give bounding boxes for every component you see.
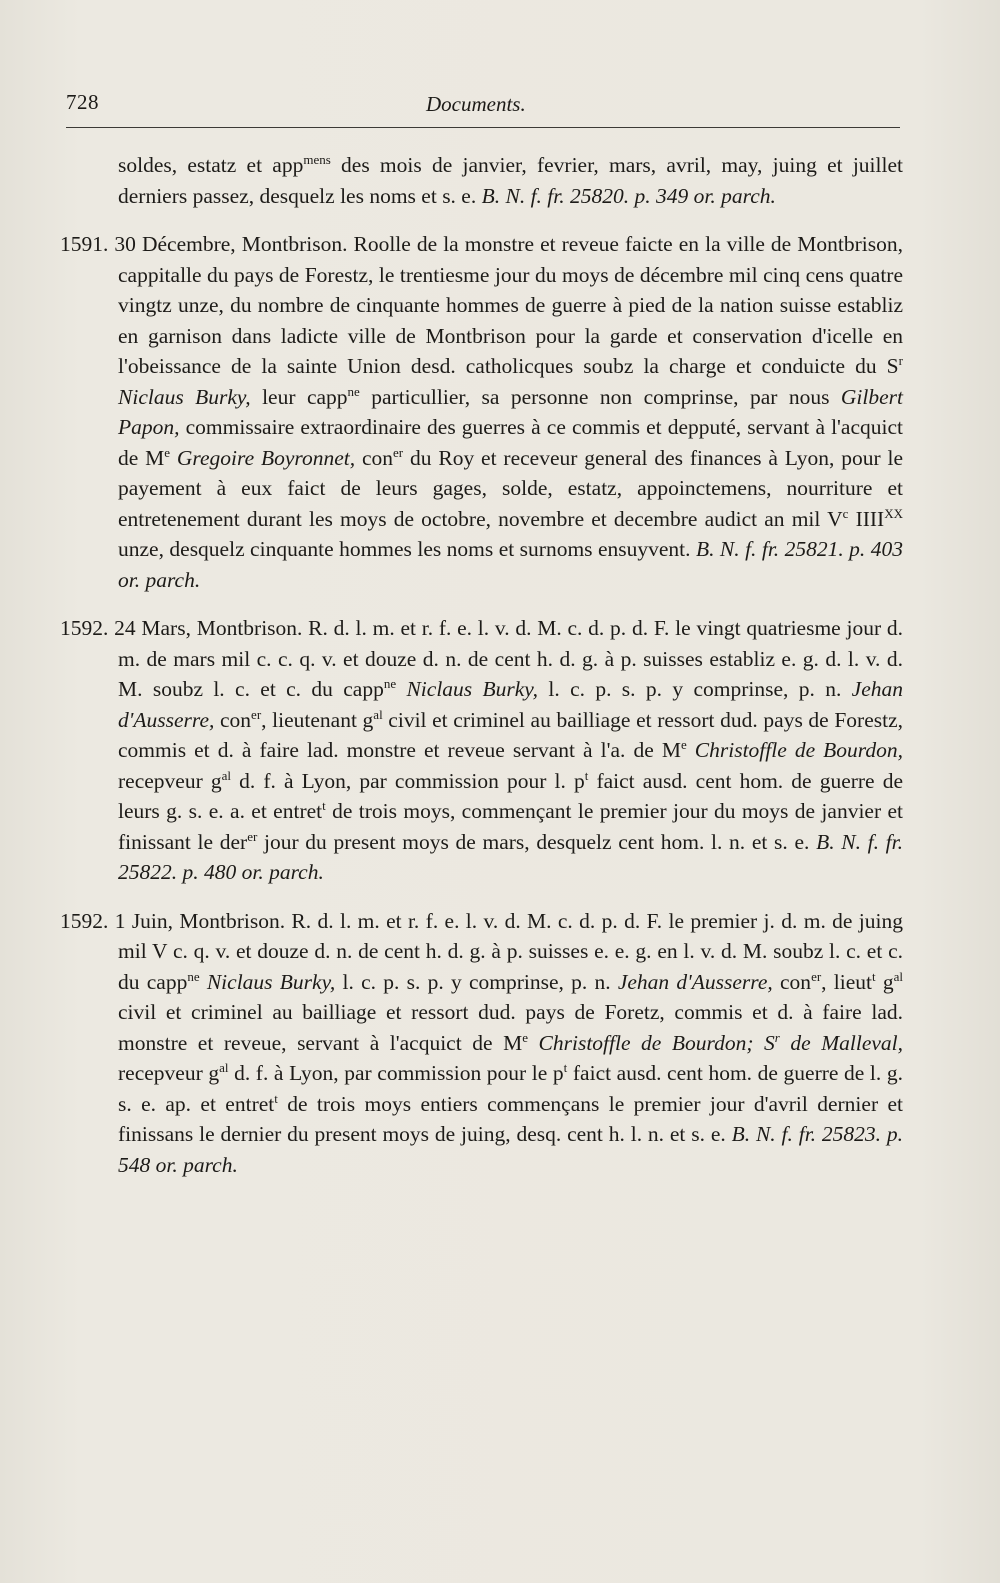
- superscript: XX: [884, 505, 903, 521]
- superscript: t: [322, 798, 326, 813]
- text-run: , lieutenant g: [261, 707, 374, 732]
- superscript: er: [811, 968, 822, 984]
- superscript: al: [219, 1060, 229, 1075]
- text-run: 1591. 30 Décembre, Montbrison. Roolle de la monstre et reveue faicte en la ville de Montbrison, cappitalle du pays de Forestz, le trentiesme jour du moys de décembre mil cinq cens quatre vingtz unze, du nombre de cinquante hommes de guerre à pied de la nation suisse establiz en garnison dans ladicte ville de Montbrison pour la garde et conservation d'icelle en l'obeissance de la sainte Union desd. catholicques soubz la charge et conduicte du S: [60, 232, 903, 378]
- text-run: [687, 738, 695, 762]
- superscript: al: [373, 706, 383, 722]
- text-run: g: [875, 969, 894, 994]
- italic-text: Jehan d'Ausserre,: [617, 969, 773, 994]
- text-run: [200, 970, 207, 994]
- text-run: d. f. à Lyon, par commission pour l. p: [231, 768, 585, 793]
- text-run: IIII: [848, 506, 885, 531]
- italic-text: B. N. f. fr. 25823. p. 548 or. parch.: [118, 1122, 903, 1177]
- text-run: de trois moys, commençant le premier jour du moys de janvier et finissant le der: [118, 799, 903, 854]
- italic-text: Gregoire Boyronnet,: [176, 445, 356, 470]
- italic-text: Gilbert Papon,: [118, 384, 903, 439]
- text-run: [396, 677, 406, 701]
- italic-text: Jehan d'Ausserre,: [118, 677, 904, 732]
- text-run: con: [214, 707, 252, 732]
- superscript: al: [221, 767, 231, 783]
- italic-text: B. N. f. fr. 25821. p. 403 or. parch.: [118, 537, 903, 592]
- superscript: er: [251, 706, 262, 722]
- italic-text: Christoffle de Bourdon,: [694, 738, 904, 762]
- document-body: [60, 150, 903, 1180]
- superscript: er: [393, 444, 404, 460]
- superscript: ne: [187, 968, 200, 984]
- superscript: t: [563, 1060, 568, 1075]
- superscript: r: [898, 353, 903, 368]
- italic-text: B. N. f. fr. 25822. p. 480 or. parch.: [118, 829, 904, 884]
- text-run: jour du present moys de mars, desquelz cent hom. l. n. et s. e.: [257, 829, 817, 854]
- superscript: mens: [303, 152, 331, 167]
- text-run: civil et criminel au bailliage et ressort dud. pays de Forestz, commis et d. à faire lad. monstre et reveue servant à l'a. de M: [118, 707, 904, 762]
- page-number: 728: [66, 90, 99, 114]
- superscript: al: [893, 968, 903, 984]
- text-run: des mois de janvier, fevrier, mars, avril, may, juing et juillet derniers passez, desquelz les noms et s. e.: [118, 153, 903, 208]
- superscript: ne: [347, 383, 360, 399]
- text-run: con: [772, 969, 812, 994]
- superscript: ne: [383, 676, 397, 691]
- superscript: e: [522, 1029, 528, 1045]
- text-run: faict ausd. cent hom. de guerre de l. g. s. e. ap. et entret: [118, 1061, 903, 1116]
- superscript: t: [584, 767, 589, 783]
- text-run: d. f. à Lyon, par commission pour le p: [228, 1061, 564, 1085]
- superscript: r: [774, 1029, 780, 1045]
- text-run: con: [355, 445, 394, 470]
- text-run: unze, desquelz cinquante hommes les noms et surnoms ensuyvent.: [118, 537, 696, 561]
- running-title: Documents.: [426, 92, 526, 116]
- superscript: e: [680, 737, 687, 752]
- superscript: t: [274, 1090, 278, 1106]
- page-header: [66, 86, 900, 126]
- italic-text: Christoffle de Bourdon; S: [538, 1030, 775, 1055]
- text-run: 1592. 24 Mars, Montbrison. R. d. l. m. et r. f. e. l. v. d. M. c. d. p. d. F. le vingt quatriesme jour d. m. de mars mil c. c. q. v. et douze d. n. de cent h. d. g. à p. suisses establiz e. g. d. l. v. d. M. soubz l. c. et c. du capp: [60, 616, 903, 701]
- italic-text: de Malleval,: [779, 1030, 904, 1055]
- italic-text: Niclaus Burky,: [118, 384, 251, 409]
- text-run: [528, 1031, 539, 1055]
- superscript: er: [247, 828, 258, 844]
- text-run: du Roy et receveur general des finances à Lyon, pour le payement à eux faict de leurs gages, solde, estatz, appoinctemens, nourriture et entretenement durant les moys de octobre, novembre et decembre audict an mil V: [118, 445, 903, 531]
- text-run: de trois moys entiers commençans le premier jour d'avril dernier et finissans le dernier du present moys de juing, desq. cent h. l. n. et s. e.: [118, 1091, 903, 1146]
- text-run: , lieut: [821, 969, 872, 994]
- superscript: e: [164, 444, 171, 460]
- text-run: l. c. p. s. p. y comprinse, p. n.: [335, 969, 618, 994]
- text-run: recepveur g: [118, 768, 222, 793]
- text-run: faict ausd. cent hom. de guerre de leurs g. s. e. a. et entret: [118, 768, 904, 823]
- text-run: particullier, sa personne non comprinse, par nous: [359, 384, 841, 409]
- text-run: soldes, estatz et app: [118, 153, 304, 177]
- text-run: leur capp: [250, 384, 348, 409]
- text-run: recepveur g: [118, 1061, 220, 1085]
- text-run: commissaire extraordinaire des guerres à ce commis et depputé, servant à l'acquict de M: [118, 415, 903, 470]
- italic-text: Niclaus Burky,: [406, 677, 539, 701]
- text-run: civil et criminel au bailliage et ressort dud. pays de Foretz, commis et d. à faire lad. monstre et reveue, servant à l'acquict de M: [118, 1000, 903, 1055]
- header-rule: [66, 127, 900, 128]
- text-run: l. c. p. s. p. y comprinse, p. n.: [538, 677, 852, 701]
- superscript: c: [842, 505, 849, 521]
- entry-1591-12-30: [60, 229, 903, 595]
- italic-text: B. N. f. fr. 25820. p. 349 or. parch.: [481, 183, 776, 208]
- entry-1592-03-24: [60, 613, 903, 888]
- text-run: 1592. 1 Juin, Montbrison. R. d. l. m. et r. f. e. l. v. d. M. c. d. p. d. F. le premier j. d. m. de juing mil V c. q. v. et douze d. n. de cent h. d. g. à p. suisses e. e. g. en l. v. d. M. soubz l. c. et c. du capp: [60, 908, 903, 994]
- italic-text: Niclaus Burky,: [206, 969, 336, 994]
- entry-1592-06-01: [60, 906, 903, 1181]
- superscript: t: [872, 968, 876, 984]
- text-run: [170, 446, 177, 470]
- entry-continuation: [60, 150, 903, 211]
